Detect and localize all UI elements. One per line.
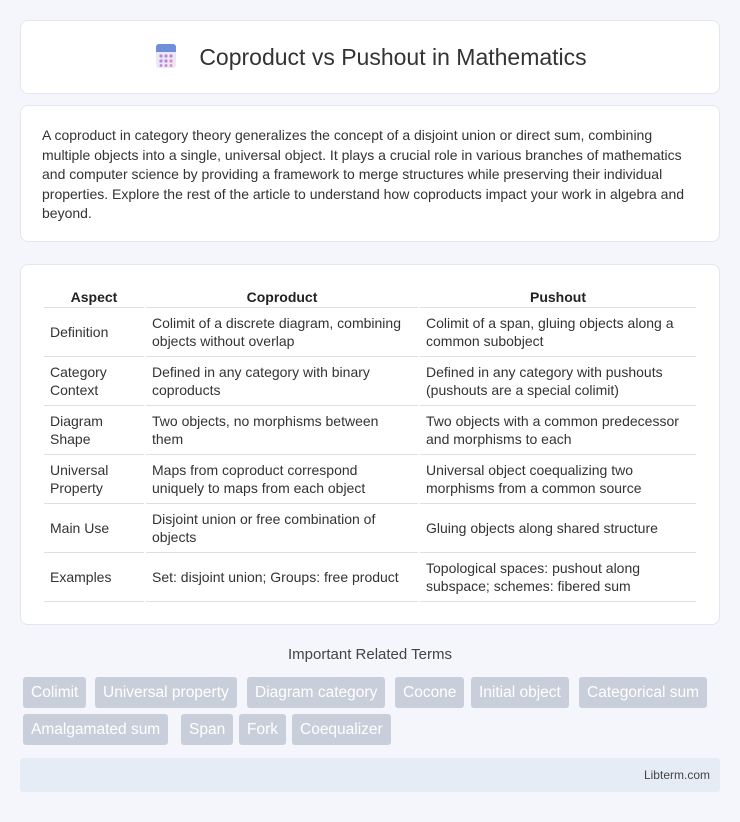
table-row (44, 308, 696, 357)
tag-span[interactable]: Span (181, 714, 233, 745)
table-row (44, 504, 696, 553)
table-cell-pushout: Two objects with a common predecessor and morphisms to each (420, 406, 696, 455)
table-cell-aspect: Universal Property (44, 455, 144, 504)
header-card (20, 20, 720, 94)
table-cell-coproduct: Maps from coproduct correspond uniquely to maps from each object (146, 455, 418, 504)
footer-site-link[interactable]: Libterm.com (643, 768, 710, 782)
table-cell-coproduct: Disjoint union or free combination of objects (146, 504, 418, 553)
intro-text: A coproduct in category theory generalizes the concept of a disjoint union or direct sum, combining multiple objects into a single, universal object. It plays a crucial role in various branches of mathematics and computer science by providing a framework to merge structures while preserving their individual properties. Explore the rest of the article to understand how coproducts impact your work in algebra and beyond. (42, 127, 685, 221)
table-cell-pushout: Topological spaces: pushout along subspace; schemes: fibered sum (420, 553, 696, 602)
table-cell-coproduct: Set: disjoint union; Groups: free product (146, 553, 418, 602)
table-cell-coproduct: Colimit of a discrete diagram, combining objects without overlap (146, 308, 418, 357)
table-row (44, 357, 696, 406)
table-cell-aspect: Category Context (44, 357, 144, 406)
table-cell-coproduct: Two objects, no morphisms between them (146, 406, 418, 455)
footer (20, 758, 720, 792)
table-cell-pushout: Gluing objects along shared structure (420, 504, 696, 553)
intro-card (20, 105, 720, 242)
table-cell-aspect: Diagram Shape (44, 406, 144, 455)
column-header-coproduct: Coproduct (146, 285, 418, 308)
table-row (44, 553, 696, 602)
page-title: Coproduct vs Pushout in Mathematics (199, 43, 587, 70)
table-cell-pushout: Colimit of a span, gluing objects along a common subobject (420, 308, 696, 357)
comparison-table (42, 285, 698, 602)
tag-colimit[interactable]: Colimit (23, 677, 86, 708)
tag-diagram-category[interactable]: Diagram category (247, 677, 385, 708)
tag-universal-property[interactable]: Universal property (95, 677, 237, 708)
table-cell-coproduct: Defined in any category with binary coproducts (146, 357, 418, 406)
table-cell-aspect: Main Use (44, 504, 144, 553)
tag-categorical-sum[interactable]: Categorical sum (579, 677, 707, 708)
tag-amalgamated-sum[interactable]: Amalgamated sum (23, 714, 168, 745)
calculator-icon (153, 43, 179, 69)
comparison-table-card (20, 264, 720, 625)
column-header-aspect: Aspect (44, 285, 144, 308)
table-row (44, 406, 696, 455)
table-row (44, 455, 696, 504)
table-header-row (44, 285, 696, 308)
table-cell-pushout: Defined in any category with pushouts (pushouts are a special colimit) (420, 357, 696, 406)
tag-coequalizer[interactable]: Coequalizer (292, 714, 391, 745)
column-header-pushout: Pushout (420, 285, 696, 308)
tag-initial-object[interactable]: Initial object (471, 677, 569, 708)
tag-fork[interactable]: Fork (239, 714, 286, 745)
table-cell-pushout: Universal object coequalizing two morphisms from a common source (420, 455, 696, 504)
table-cell-aspect: Definition (44, 308, 144, 357)
related-terms-title: Important Related Terms (288, 646, 452, 663)
tag-cocone[interactable]: Cocone (395, 677, 464, 708)
table-cell-aspect: Examples (44, 553, 144, 602)
